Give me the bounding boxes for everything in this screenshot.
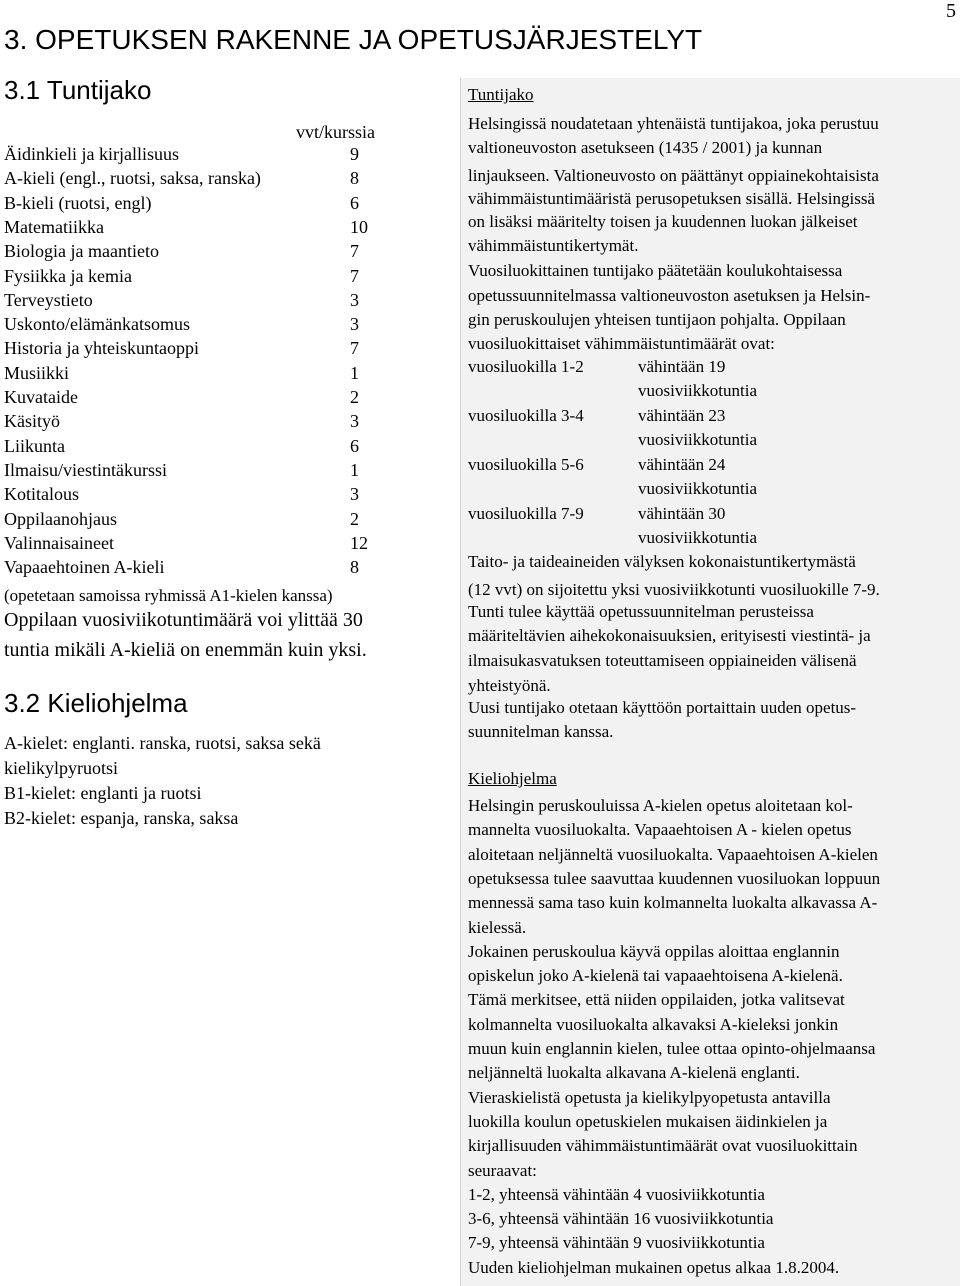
sidebar-text-line: määriteltävien aihekokonaisuuksien, erityisesti viestintä- ja bbox=[468, 626, 871, 645]
grade-label: vuosiluokilla 7-9 bbox=[468, 504, 584, 523]
grade-unit: vuosiviikkotuntia bbox=[638, 430, 757, 449]
sidebar-text-line: muun kuin englannin kielen, tulee ottaa opinto-ohjelmaansa bbox=[468, 1039, 876, 1058]
sidebar-text-line: Jokainen peruskoulua käyvä oppilas aloittaa englannin bbox=[468, 941, 840, 961]
subject-hours: 7 bbox=[350, 265, 359, 286]
subject-row bbox=[4, 144, 384, 168]
sidebar-text-line: luokilla koulun opetuskielen mukaisen äidinkielen ja bbox=[468, 1111, 828, 1131]
subject-name: Biologia ja maantieto bbox=[4, 241, 159, 262]
sidebar-text-line: suunnitelman kanssa. bbox=[468, 722, 614, 741]
subject-row bbox=[4, 436, 384, 460]
subject-row bbox=[4, 557, 384, 581]
subject-hours: 3 bbox=[350, 411, 359, 432]
subject-hours: 2 bbox=[350, 387, 359, 407]
subject-row bbox=[4, 411, 384, 435]
sidebar-text-line: mennessä sama taso kuin kolmannelta luokalta alkavassa A- bbox=[468, 893, 878, 913]
table-column-header: vvt/kurssia bbox=[296, 122, 375, 142]
subject-hours: 2 bbox=[350, 508, 359, 529]
subject-note: (opetetaan samoissa ryhmissä A1-kielen kanssa) bbox=[4, 586, 333, 605]
sidebar-text-line: Uuden kieliohjelman mukainen opetus alkaa 1.8.2004. bbox=[468, 1257, 840, 1277]
subject-name: Valinnaisaineet bbox=[4, 532, 114, 553]
language-line: A-kielet: englanti. ranska, ruotsi, saksa sekä bbox=[4, 733, 321, 753]
subject-hours: 7 bbox=[350, 241, 359, 262]
grade-minimum: vähintään 23 bbox=[638, 406, 726, 425]
subject-row bbox=[4, 533, 384, 557]
grade-minimum: vähintään 30 bbox=[638, 504, 726, 523]
subject-hours: 8 bbox=[350, 168, 359, 189]
sidebar-text-line: Vuosiluokittainen tuntijako päätetään koulukohtaisessa bbox=[468, 261, 843, 280]
sidebar-text-line: Tämä merkitsee, että niiden oppilaiden, jotka valitsevat bbox=[468, 990, 845, 1010]
grade-label: vuosiluokilla 1-2 bbox=[468, 357, 584, 376]
sidebar-text-line: Helsingissä noudatetaan yhtenäistä tuntijakoa, joka perustuu bbox=[468, 114, 879, 133]
sidebar-text-line: ilmaisukasvatuksen toteuttamiseen oppiaineiden välisenä bbox=[468, 651, 857, 670]
sidebar-text-line: 7-9, yhteensä vähintään 9 vuosiviikkotuntia bbox=[468, 1233, 765, 1253]
page-number: 5 bbox=[946, 0, 956, 22]
subject-row bbox=[4, 193, 384, 217]
sidebar-text-line: kolmannelta vuosiluokalta alkavaksi A-kieleksi jonkin bbox=[468, 1014, 839, 1034]
sidebar-text-line: (12 vvt) on sijoitettu yksi vuosiviikkotunti vuosiluokille 7-9. bbox=[468, 580, 880, 599]
language-line: B2-kielet: espanja, ranska, saksa bbox=[4, 808, 239, 828]
grade-unit: vuosiviikkotuntia bbox=[638, 528, 757, 547]
subject-name: Uskonto/elämänkatsomus bbox=[4, 314, 190, 335]
language-line: B1-kielet: englanti ja ruotsi bbox=[4, 783, 202, 803]
subject-row bbox=[4, 241, 384, 265]
subject-hours: 8 bbox=[350, 557, 359, 578]
subject-row bbox=[4, 314, 384, 338]
subject-hours: 1 bbox=[350, 459, 359, 480]
sidebar-heading-tuntijako: Tuntijako bbox=[468, 85, 534, 104]
subject-hours: 9 bbox=[350, 144, 359, 164]
subject-hours: 12 bbox=[350, 532, 368, 553]
subject-name: Fysiikka ja kemia bbox=[4, 265, 132, 286]
subject-name: Terveystieto bbox=[4, 289, 93, 310]
subject-hours: 3 bbox=[350, 289, 359, 310]
sidebar-text-line: vähimmäistuntimääristä perusopetuksen sisällä. Helsingissä bbox=[468, 189, 875, 208]
subject-name: Musiikki bbox=[4, 362, 70, 383]
sidebar-heading-kieliohjelma: Kieliohjelma bbox=[468, 769, 557, 788]
sidebar-text-line: Tunti tulee käyttää opetussuunnitelman perusteissa bbox=[468, 602, 814, 621]
sidebar-text-line: kielessä. bbox=[468, 917, 527, 937]
subject-row bbox=[4, 338, 384, 362]
subject-row bbox=[4, 290, 384, 314]
sidebar-text-line: seuraavat: bbox=[468, 1160, 537, 1180]
sidebar-text-line: gin peruskoulujen yhteisen tuntijaon pohjalta. Oppilaan bbox=[468, 310, 846, 329]
sidebar-text-line: yhteistyönä. bbox=[468, 676, 551, 695]
subject-name: Liikunta bbox=[4, 435, 65, 456]
paragraph-line: Oppilaan vuosiviikotuntimäärä voi ylittää 30 bbox=[4, 609, 363, 631]
subject-name: Historia ja yhteiskuntaoppi bbox=[4, 338, 199, 359]
subject-name: Vapaaehtoinen A-kieli bbox=[4, 557, 165, 578]
subject-name: A-kieli (engl., ruotsi, saksa, ranska) bbox=[4, 168, 261, 189]
grade-minimum: vähintään 24 bbox=[638, 455, 726, 474]
subject-hours: 6 bbox=[350, 435, 359, 456]
section-heading-tuntijako: 3.1 Tuntijako bbox=[4, 75, 152, 105]
grade-minimum: vähintään 19 bbox=[638, 357, 726, 376]
subject-row bbox=[4, 460, 384, 484]
page-title: 3. OPETUKSEN RAKENNE JA OPETUSJÄRJESTELYT bbox=[4, 24, 703, 55]
sidebar-text-line: aloitetaan neljänneltä vuosiluokalta. Vapaaehtoisen A-kielen bbox=[468, 844, 878, 864]
sidebar-text-line: neljänneltä luokalta alkavana A-kielenä englanti. bbox=[468, 1063, 800, 1083]
grade-label: vuosiluokilla 5-6 bbox=[468, 455, 584, 474]
sidebar-text-line: Taito- ja taideaineiden välyksen kokonaistuntikertymästä bbox=[468, 552, 856, 571]
subject-row bbox=[4, 484, 384, 508]
sidebar-text-line: vähimmäistuntikertymät. bbox=[468, 236, 639, 255]
sidebar-text-line: on lisäksi määritelty toisen ja kuudennen luokan jälkeiset bbox=[468, 212, 858, 231]
subject-row bbox=[4, 217, 384, 241]
subject-row bbox=[4, 509, 384, 533]
grade-label: vuosiluokilla 3-4 bbox=[468, 406, 584, 425]
sidebar-text-line: 1-2, yhteensä vähintään 4 vuosiviikkotuntia bbox=[468, 1184, 765, 1204]
subject-name: Äidinkieli ja kirjallisuus bbox=[4, 144, 179, 164]
subject-name: Käsityö bbox=[4, 411, 60, 432]
sidebar-text-line: Vieraskielistä opetusta ja kielikylpyopetusta antavilla bbox=[468, 1087, 831, 1107]
subject-hours: 7 bbox=[350, 338, 359, 359]
subject-name: Ilmaisu/viestintäkurssi bbox=[4, 459, 167, 480]
sidebar-text-line: opiskelun joko A-kielenä tai vapaaehtoisena A-kielenä. bbox=[468, 966, 843, 986]
sidebar-text-line: opetuksessa tulee saavuttaa kuudennen vuosiluokan loppuun bbox=[468, 868, 881, 888]
sidebar-text-line: Uusi tuntijako otetaan käyttöön portaittain uuden opetus- bbox=[468, 698, 857, 717]
sidebar-text-line: 3-6, yhteensä vähintään 16 vuosiviikkotuntia bbox=[468, 1209, 774, 1229]
subject-row bbox=[4, 363, 384, 387]
sidebar-text-line: linjaukseen. Valtioneuvosto on päättänyt oppiainekohtaisista bbox=[468, 166, 879, 185]
language-line: kielikylpyruotsi bbox=[4, 758, 118, 778]
subject-hours: 3 bbox=[350, 314, 359, 335]
subject-name: Matematiikka bbox=[4, 216, 104, 237]
subject-hours: 3 bbox=[350, 484, 359, 505]
subject-name: Kotitalous bbox=[4, 484, 79, 505]
sidebar-text-line: vuosiluokittaiset vähimmäistuntimäärät ovat: bbox=[468, 334, 775, 353]
subject-row bbox=[4, 168, 384, 192]
sidebar-text-line: valtioneuvoston asetukseen (1435 / 2001) ja kunnan bbox=[468, 138, 823, 157]
subject-name: B-kieli (ruotsi, engl) bbox=[4, 192, 152, 213]
subject-hours: 10 bbox=[350, 216, 368, 237]
subject-hours: 1 bbox=[350, 362, 359, 383]
subject-hours: 6 bbox=[350, 192, 359, 213]
subject-name: Kuvataide bbox=[4, 387, 78, 407]
subject-row bbox=[4, 266, 384, 290]
subject-row bbox=[4, 387, 384, 411]
sidebar-text-line: Helsingin peruskouluissa A-kielen opetus aloitetaan kol- bbox=[468, 796, 853, 815]
grade-unit: vuosiviikkotuntia bbox=[638, 479, 757, 498]
sidebar-text-line: kirjallisuuden vähimmäistuntimäärät ovat vuosiluokittain bbox=[468, 1136, 858, 1156]
section-heading-kieliohjelma: 3.2 Kieliohjelma bbox=[4, 688, 188, 718]
sidebar-text-line: opetussuunnitelmassa valtioneuvoston asetuksen ja Helsin- bbox=[468, 286, 871, 305]
paragraph-line: tuntia mikäli A-kieliä on enemmän kuin yksi. bbox=[4, 639, 367, 661]
sidebar-text-line: mannelta vuosiluokalta. Vapaaehtoisen A - kielen opetus bbox=[468, 820, 852, 840]
grade-unit: vuosiviikkotuntia bbox=[638, 381, 757, 400]
subject-name: Oppilaanohjaus bbox=[4, 508, 117, 529]
